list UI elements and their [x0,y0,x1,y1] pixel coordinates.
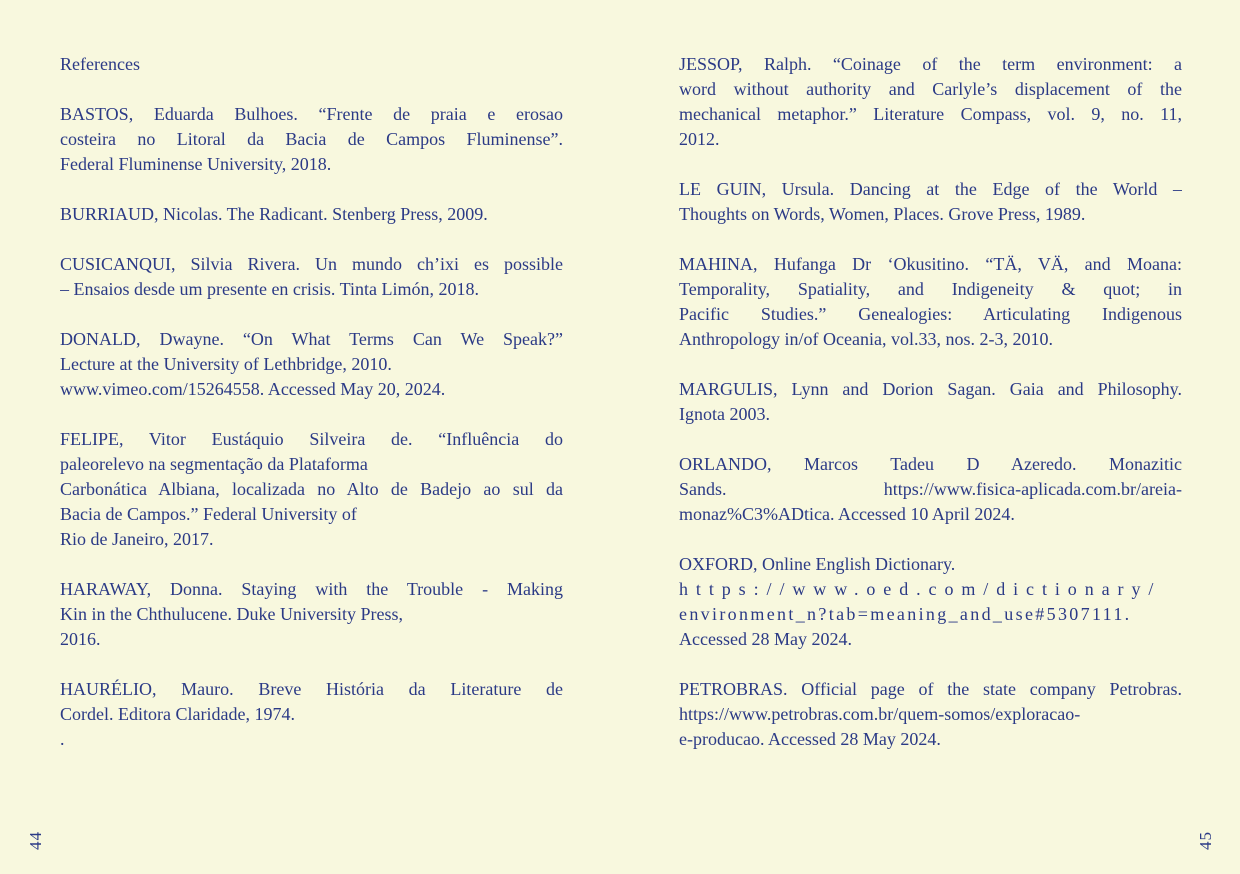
references-list-left [60,102,563,752]
reference-line: Cordel. Editora Claridade, 1974. [60,704,295,724]
reference-line: monaz%C3%ADtica. Accessed 10 April 2024. [679,504,1015,524]
page-number-right: 45 [1196,831,1215,850]
reference-line: Rio de Janeiro, 2017. [60,529,214,549]
reference-line: CUSICANQUI, Silvia Rivera. Un mundo ch’ixi es possible [60,254,563,274]
references-list-right [679,52,1182,752]
reference-line: BASTOS, Eduarda Bulhoes. “Frente de praia e erosao [60,104,563,124]
reference-line: costeira no Litoral da Bacia de Campos Fluminense”. [60,129,563,149]
page-number-left: 44 [26,831,45,850]
reference-line: PETROBRAS. Official page of the state company Petrobras. [679,679,1182,699]
page-title: References [60,54,140,74]
reference-line: Thoughts on Words, Women, Places. Grove Press, 1989. [679,204,1086,224]
reference-entry-margulis [679,377,1182,427]
reference-line: word without authority and Carlyle’s displacement of the [679,79,1182,99]
reference-line: DONALD, Dwayne. “On What Terms Can We Speak?” [60,329,563,349]
reference-line: – Ensaios desde um presente en crisis. Tinta Limón, 2018. [60,279,479,299]
reference-entry-donald [60,327,563,402]
reference-entry-cusicanqui [60,252,563,302]
reference-entry-haurelio [60,677,563,752]
reference-line: Temporality, Spatiality, and Indigeneity & quot; in [679,279,1182,299]
reference-line: LE GUIN, Ursula. Dancing at the Edge of the World – [679,179,1182,199]
reference-line: Bacia de Campos.” Federal University of [60,504,357,524]
reference-line: https://www.oed.com/dictionary/ [679,579,1162,599]
reference-line: Anthropology in/of Oceania, vol.33, nos. 2-3, 2010. [679,329,1053,349]
reference-line: HARAWAY, Donna. Staying with the Trouble - Making [60,579,563,599]
reference-line: e-producao. Accessed 28 May 2024. [679,729,941,749]
reference-line: Ignota 2003. [679,404,770,424]
reference-line: Sands. https://www.fisica-aplicada.com.br/areia- [679,479,1182,499]
reference-line: Lecture at the University of Lethbridge, 2010. [60,354,392,374]
reference-entry-orlando [679,452,1182,527]
reference-entry-bastos [60,102,563,177]
reference-line: ORLANDO, Marcos Tadeu D Azeredo. Monazitic [679,454,1182,474]
reference-line: . [60,729,65,749]
reference-line: environment_n?tab=meaning_and_use#5307111. [679,604,1132,624]
reference-entry-burriaud [60,202,563,227]
reference-entry-petrobras [679,677,1182,752]
reference-line: Federal Fluminense University, 2018. [60,154,332,174]
reference-line: MARGULIS, Lynn and Dorion Sagan. Gaia and Philosophy. [679,379,1182,399]
reference-line: www.vimeo.com/15264558. Accessed May 20, 2024. [60,379,446,399]
reference-line: Carbonática Albiana, localizada no Alto de Badejo ao sul da [60,479,563,499]
reference-line: https://www.petrobras.com.br/quem-somos/exploracao- [679,704,1081,724]
reference-line: mechanical metaphor.” Literature Compass, vol. 9, no. 11, [679,104,1182,124]
reference-line: OXFORD, Online English Dictionary. [679,554,956,574]
reference-line: 2016. [60,629,101,649]
references-right-page [679,52,1182,752]
reference-entry-felipe [60,427,563,552]
reference-line: 2012. [679,129,720,149]
reference-line: HAURÉLIO, Mauro. Breve História da Literature de [60,679,563,699]
reference-entry-oxford [679,552,1182,652]
reference-line: BURRIAUD, Nicolas. The Radicant. Stenberg Press, 2009. [60,204,488,224]
reference-line: Accessed 28 May 2024. [679,629,852,649]
reference-line: FELIPE, Vitor Eustáquio Silveira de. “Influência do [60,429,563,449]
reference-entry-mahina [679,252,1182,352]
reference-line: MAHINA, Hufanga Dr ‘Okusitino. “TÄ, VÄ, and Moana: [679,254,1182,274]
reference-entry-jessop [679,52,1182,152]
reference-line: Pacific Studies.” Genealogies: Articulating Indigenous [679,304,1182,324]
references-columns [60,52,1182,752]
reference-line: JESSOP, Ralph. “Coinage of the term environment: a [679,54,1182,74]
reference-line: Kin in the Chthulucene. Duke University Press, [60,604,403,624]
reference-line: paleorelevo na segmentação da Plataforma [60,454,368,474]
reference-entry-haraway [60,577,563,652]
reference-entry-leguin [679,177,1182,227]
references-left-page [60,52,563,752]
